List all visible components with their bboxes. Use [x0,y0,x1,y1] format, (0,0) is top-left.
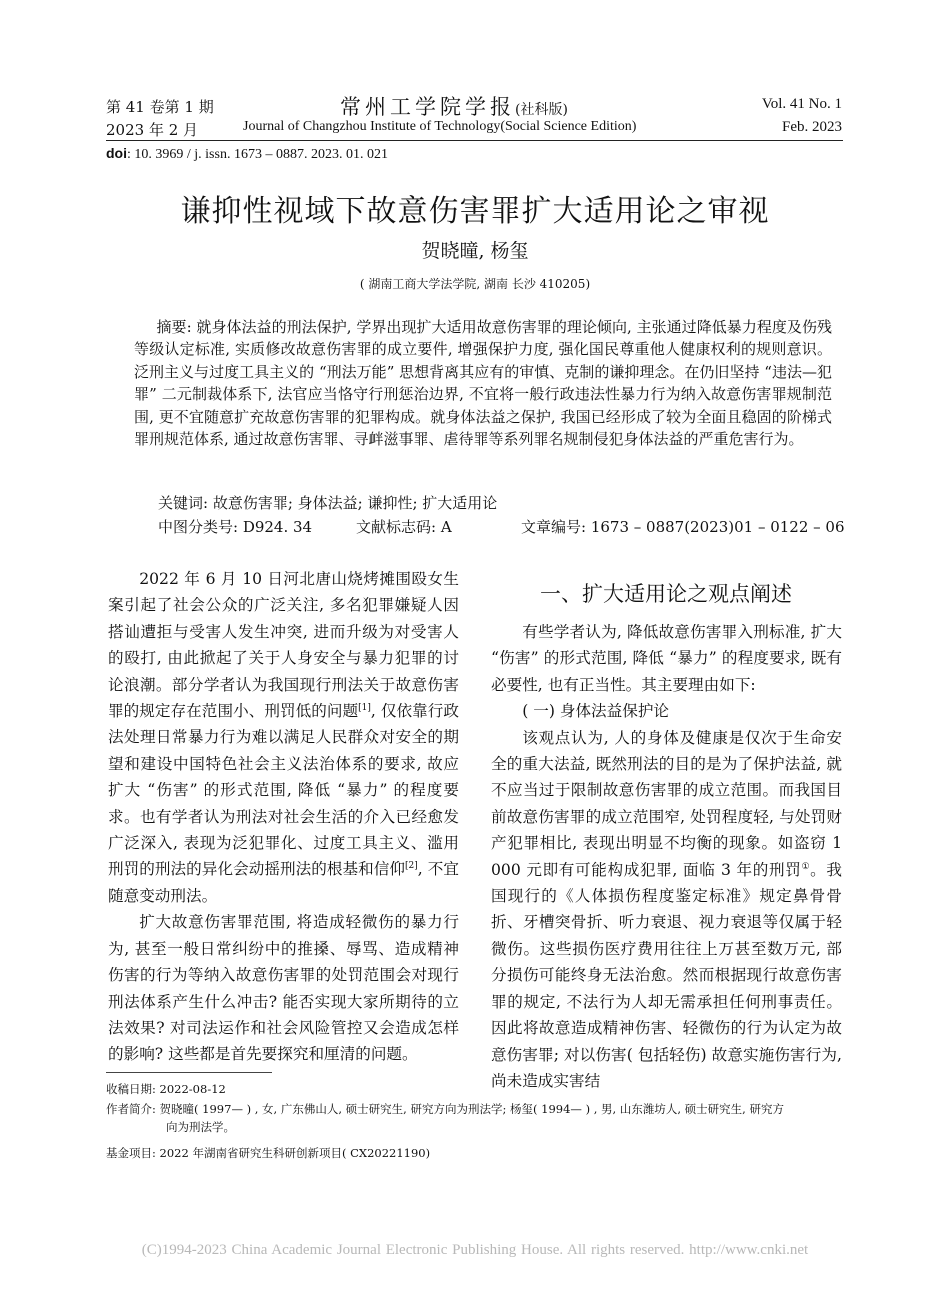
journal-title-cn [340,91,568,121]
journal-name-cn: 常州工学院学报 [340,95,515,119]
affiliation: ( 湖南工商大学法学院, 湖南 长沙 410205) [359,277,591,291]
body-paragraph: 该观点认为, 人的身体及健康是仅次于生命安全的重大法益, 既然刑法的目的是为了保护法益, 就不应当过于限制故意伤害罪的成立范围。而我国目前故意伤害罪的成立范围窄, 处罚程度轻, 与处罚财产犯罪相比, 表现出明显不均衡的现象。如盗窃 1 000 元即有可能构成犯罪, 面临 3 年的刑罚①。我国现行的《人体损伤程度鉴定标准》规定鼻骨骨折、牙槽突骨折、听力衰退、视力衰退等仅属于轻微伤。这些损伤医疗费用往往上万甚至数万元, 部分损伤可能终身无法治愈。然而根据现行故意伤害罪的规定, 不法行为人却无需承担任何刑事责任。因此将故意造成精神伤害、轻微伤的行为认定为故意伤害罪; 对以伤害( 包括轻伤) 故意实施伤害行为, 尚未造成实害结 [491,728,842,1090]
abstract-text: 摘要: 就身体法益的刑法保护, 学界出现扩大适用故意伤害罪的理论倾向, 主张通过降低暴力程度及伤残等级认定标准, 实质修改故意伤害罪的成立要件, 增强保护力度, 强化国民尊重他人健康权利的规则意识。泛刑主义与过度工具主义的 “刑法万能” 思想背离其应有的审慎、克制的谦抑理念。在仍旧坚持 “违法—犯罪” 二元制裁体系下, 法官应当恪守行刑惩治边界, 不宜将一般行政违法性暴力行为纳入故意伤害罪规制范围, 更不宜随意扩充故意伤害罪的犯罪构成。就身体法益之保护, 我国已经形成了较为全面且稳固的阶梯式罪刑规范体系, 通过故意伤害罪、寻衅滋事罪、虐待罪等系列罪名规制侵犯身体法益的严重危害行为。 [134,318,832,449]
keywords: 关键词: 故意伤害罪; 身体法益; 谦抑性; 扩大适用论 [158,494,498,512]
body-paragraph: 有些学者认为, 降低故意伤害罪入刑标准, 扩大 “伤害” 的形式范围, 降低 “暴力” 的程度要求, 既有必要性, 也有正当性。其主要理由如下: [491,623,842,694]
abstract [134,316,832,450]
body-paragraph: 2022 年 6 月 10 日河北唐山烧烤摊围殴女生案引起了社会公众的广泛关注, 多名犯罪嫌疑人因搭讪遭拒与受害人发生冲突, 进而升级为对受害人的殴打, 由此掀起了关于人身安全与暴力犯罪的讨论浪潮。部分学者认为我国现行刑法关于故意伤害罪的规定存在范围小、刑罚低的问题[1], 仅依靠行政法处理日常暴力行为难以满足人民群众对安全的期望和建设中国特色社会主义法治体系的要求, 故应扩大 “伤害” 的形式范围, 降低 “暴力” 的程度要求。也有学者认为刑法对社会生活的介入已经愈发广泛深入, 表现为泛犯罪化、过度工具主义、滥用刑罚的刑法的异化会动摇刑法的根基和信仰[2], 不宜随意变动刑法。 [108,570,459,905]
fund-info: 基金项目: 2022 年湖南省研究生科研创新项目( CX20221190) [106,1146,431,1160]
doi-label: doi [106,145,127,161]
received-date: 收稿日期: 2022-08-12 [106,1082,226,1096]
volume-issue-en: Vol. 41 No. 1 [761,96,842,112]
doi-value: : 10. 3969 / j. issn. 1673 – 0887. 2023. 01. 021 [127,147,388,162]
article-number: 文章编号: 1673 – 0887(2023)01 – 0122 – 06 [521,518,845,536]
article-title: 谦抑性视域下故意伤害罪扩大适用论之审视 [180,194,770,229]
footnote-rule [106,1072,272,1073]
citation-ref-2[interactable]: [2] [405,861,418,872]
header-rule [106,140,843,141]
subsection-heading: ( 一) 身体法益保护论 [522,702,670,721]
author-bio: 作者简介: 贺晓曈( 1997— ) , 女, 广东佛山人, 硕士研究生, 研究方向为刑法学; 杨玺( 1994— ) , 男, 山东潍坊人, 硕士研究生, 研究方 向为刑法学。 [106,1102,784,1134]
date-en: Feb. 2023 [782,119,842,135]
journal-title-en: Journal of Changzhou Institute of Technology(Social Science Edition) [243,119,637,134]
right-column [491,619,842,1094]
footnote-marker-1[interactable]: ① [801,861,811,872]
journal-edition-cn: (社科版) [515,102,568,118]
document-code: 文献标志码: A [356,518,452,536]
section-heading: 一、扩大适用论之观点阐述 [540,582,792,606]
clc-number: 中图分类号: D924. 34 [158,518,313,536]
date-cn: 2023 年 2 月 [106,121,199,139]
body-paragraph: 扩大故意伤害罪范围, 将造成轻微伤的暴力行为, 甚至一般日常纠纷中的推搡、辱骂、造成精神伤害的行为等纳入故意伤害罪的处罚范围会对现行刑法体系产生什么冲击? 能否实现大家所期待的立法效果? 对司法运作和社会风险管控又会造成怎样的影响? 这些都是首先要探究和厘清的问题。 [108,913,459,1064]
volume-issue-cn: 第 41 卷第 1 期 [106,98,214,116]
left-column [108,566,459,1068]
citation-ref-1[interactable]: [1] [358,702,371,713]
copyright-footer: (C)1994-2023 China Academic Journal Electronic Publishing House. All rights reserved. http://www.cnki.net [141,1242,809,1258]
authors: 贺晓曈, 杨玺 [421,240,529,262]
doi-line [106,145,388,163]
